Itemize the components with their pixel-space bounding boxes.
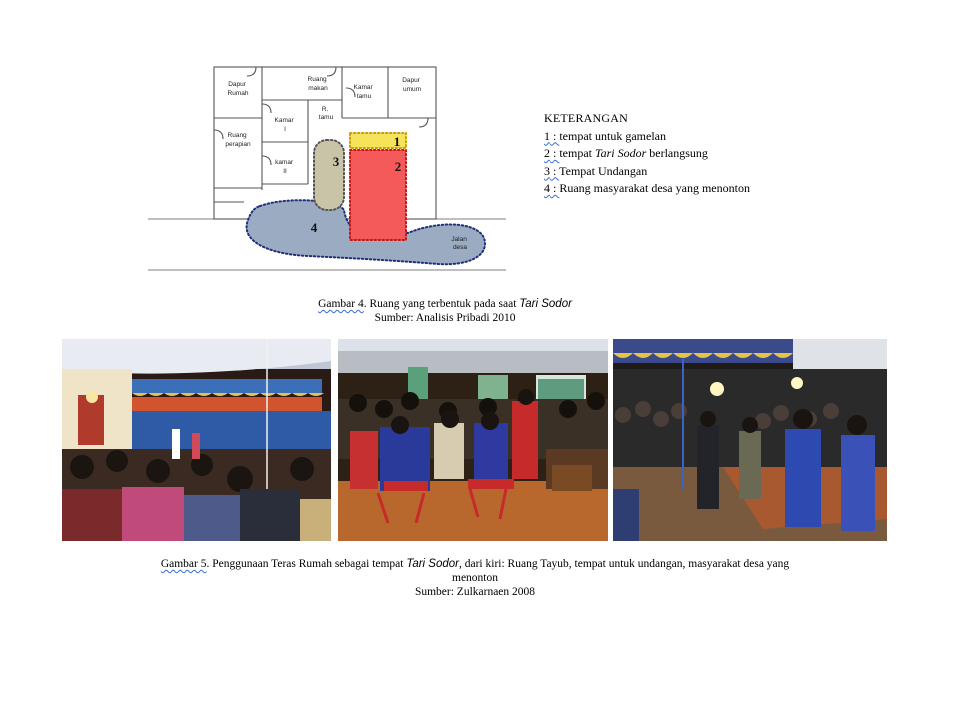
legend-title: KETERANGAN — [544, 111, 628, 125]
zone-4-number: 4 — [310, 220, 318, 235]
legend-item-text: Tempat Undangan — [559, 163, 648, 178]
room-label-jalan-desa: Jalan desa — [451, 236, 468, 251]
legend-item-italic: Tari Sodor — [595, 146, 647, 160]
zone-2-number: 2 — [394, 159, 402, 174]
figure-5-label: Gambar 5 — [160, 558, 207, 570]
room-label-kamar-1: Kamar I — [274, 117, 294, 133]
legend-item-text: Ruang masyarakat desa yang menonton — [559, 181, 750, 195]
legend-item-text-after: berlangsung — [646, 146, 708, 160]
floor-plan-diagram — [148, 60, 510, 274]
room-label-r-tamu: R. tamu — [318, 106, 334, 121]
zone-1-number: 1 — [393, 134, 401, 149]
zone-3-area — [314, 140, 344, 210]
figure-4-caption — [200, 297, 690, 325]
legend-item-number: 4 : — [544, 181, 560, 195]
figure-5-caption — [60, 557, 890, 599]
figure-5-source: Sumber: Zulkarnaen 2008 — [414, 586, 536, 598]
figure-4-label: Gambar 4 — [318, 298, 364, 310]
legend-item — [544, 180, 844, 198]
figure-5-text: . Penggunaan Teras Rumah sebagai tempat — [206, 558, 407, 570]
room-label-ruang-perapian: Ruang perapian — [225, 132, 251, 148]
photo-masyarakat-desa — [613, 339, 887, 541]
figure-4-text: . Ruang yang terbentuk pada saat — [363, 298, 520, 310]
legend — [544, 110, 844, 198]
figure-5-caption-line — [60, 557, 890, 571]
figure-5-italic: Tari Sodor — [406, 558, 459, 570]
legend-item-number: 3 : — [544, 163, 560, 178]
room-label-kamar-2: kamar II — [275, 159, 294, 175]
room-label-ruang-makan: Ruang makan — [307, 76, 328, 92]
figure-5-text-after: , dari kiri: Ruang Tayub, tempat untuk undangan, masyarakat desa yang — [459, 558, 790, 570]
legend-item — [544, 128, 844, 146]
legend-item-number: 1 : — [544, 128, 560, 143]
figure-4-italic: Tari Sodor — [519, 298, 572, 310]
figure-4-source: Sumber: Analisis Pribadi 2010 — [374, 312, 516, 324]
figure-5-caption-line-2: menonton — [452, 572, 498, 584]
zone-3-number: 3 — [332, 154, 340, 169]
room-label-kamar-tamu: Kamar tamu — [353, 84, 373, 100]
room-label-dapur-rumah: Dapur Rumah — [227, 81, 249, 97]
legend-item — [544, 163, 844, 181]
photo-ruang-tayub — [62, 339, 331, 541]
photo-tempat-undangan — [338, 339, 608, 541]
figure-4-caption-line — [200, 297, 690, 311]
room-label-dapur-umum: Dapur umum — [402, 77, 422, 93]
legend-item-text: tempat — [559, 146, 595, 160]
legend-item-text: tempat untuk gamelan — [559, 128, 666, 143]
legend-item — [544, 145, 844, 163]
legend-item-number: 2 : — [544, 146, 560, 160]
